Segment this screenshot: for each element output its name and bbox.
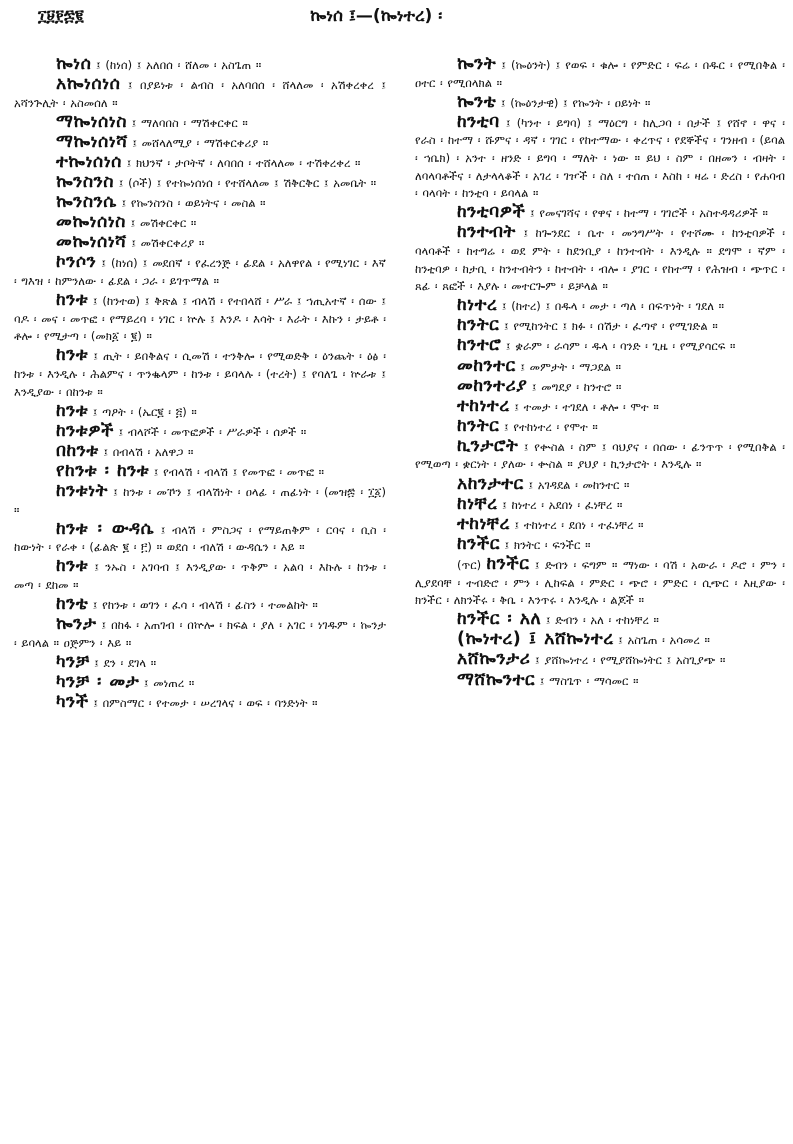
- entry-headword: ኰንስንስ: [56, 172, 115, 193]
- entry-headword: ኰንት: [457, 54, 497, 74]
- dictionary-entry: [14, 111, 386, 133]
- entry-headword: ተከነቸረ: [457, 513, 510, 534]
- dictionary-entry: [415, 224, 785, 295]
- entry-definition: ፤ ከንቱ ፡ መኾን ፤ ብላሽነት ፡ ዐላፊ ፡ ጠፊነት ፡ (መዝ፷ ፡ ፲፩) ።: [14, 485, 386, 517]
- entry-headword: ከንተብት: [457, 222, 516, 243]
- entry-definition: ፤ አገዳደል ፡ መከንተር ።: [523, 477, 630, 492]
- entry-definition: ፤ ተመታ ፡ ተገደለ ፡ ቶሎ ፡ ሞተ ።: [509, 399, 659, 414]
- entry-headword: ከንቱነት: [56, 481, 108, 502]
- entry-definition: ፤ በከፋ ፡ አጠገብ ፡ በኵሎ ፡ ክፍል ፡ ያለ ፡ አገር ፡ ነገዱም ፡ ኰንታ ፡ ይባላል ። ዐጅምን ፡ እይ ።: [14, 618, 386, 650]
- dictionary-entry: [14, 76, 386, 112]
- entry-headword: አከንታተር: [457, 473, 524, 494]
- dictionary-entry: [415, 553, 785, 610]
- dictionary-entry: [14, 651, 386, 673]
- entry-headword: የከንቱ ፡ ከንቱ: [56, 460, 150, 481]
- dictionary-entry: [415, 493, 785, 515]
- entry-definition: ፤ የሚከንትር ፤ ክፉ ፡ በሽታ ፡ ፈጣኖ ፡ የሚገድል ።: [499, 319, 718, 334]
- dictionary-entry: [415, 395, 785, 417]
- dictionary-entry: [415, 375, 785, 397]
- entry-definition: ፤ ንኡስ ፡ አገባብ ፤ እንዲያው ፡ ጥቅም ፡ አልባ ፡ እኩሉ ፡ ከንቱ ፡ መጣ ፡ ደከመ ።: [14, 560, 386, 593]
- entry-headword: መከንተር: [457, 355, 516, 376]
- entry-definition: ፤ የመናገሻና ፡ የዋና ፡ ከተማ ፡ ገገሮች ፡ አስተዳዳሪዎች ።: [525, 206, 768, 221]
- entry-definition: ፤ የኰንስንስ ፡ ወይነትና ፡ መስል ።: [116, 196, 266, 211]
- dictionary-entry: [415, 56, 785, 92]
- dictionary-entry: [415, 669, 785, 691]
- entry-headword: ከንቱዎች: [56, 420, 114, 441]
- dictionary-entry: [415, 111, 785, 203]
- dictionary-entry: [14, 460, 386, 482]
- dictionary-entry: [415, 533, 785, 555]
- entry-definition: ፤ ክንትር ፡ ፍንችር ።: [499, 537, 591, 552]
- entry-definition: ፤ የቍስል ፡ ስም ፤ ባህያና ፡ በሰው ፡ ፊንጥጥ ፡ የሚበቅል ፡ የሚወጣ ፡ ቋርነት ፡ ያለው ፡ ቍስል ። ያህያ ፡ ኪንታሮት ፡ እንዲሉ ።: [415, 439, 785, 472]
- dictionary-entry: [14, 131, 386, 153]
- entry-definition: ፤ (ኰዕንት) ፤ የወፍ ፡ ቁሎ ፡ የምድር ፡ ፍሬ ፡ በዱር ፡ የሚበቅል ፡ ዐተር ፡ የሚበላክል ።: [415, 58, 785, 90]
- entry-mark: (ጥር): [457, 557, 487, 572]
- entry-headword: ከንተሮ: [457, 335, 502, 356]
- entry-headword: መከንተሪያ: [457, 375, 528, 396]
- entry-headword: ከነቸረ: [457, 493, 498, 514]
- entry-headword: አሸኰንታሪ: [457, 649, 531, 670]
- entry-headword: ከንችር: [486, 553, 530, 574]
- dictionary-entry: [14, 400, 386, 422]
- dictionary-entry: [14, 214, 386, 233]
- entry-headword: ኰንስንሴ: [56, 192, 117, 213]
- dictionary-entry: [14, 616, 386, 652]
- dictionary-entry: [14, 596, 386, 615]
- dictionary-entry: [14, 194, 386, 213]
- entry-headword: ከንቱ: [56, 400, 89, 421]
- entry-definition: ፤ ቋራም ፡ ራሳም ፡ ዱላ ፡ ባንድ ፡ ጊዜ ፡ የሚያሳርፍ ።: [501, 339, 736, 354]
- entry-definition: ፤ በብላሽ ፡ አለዋጋ ።: [98, 444, 194, 459]
- entry-headword: መኰነሰነስ: [56, 212, 126, 233]
- entry-headword: ከንትር: [457, 415, 500, 436]
- entry-definition: ፤ (ከነሰ) ፤ መደበኛ ፡ የፈረንጅ ፡ ፊደል ፡ አለዋየል ፡ የሚነገር ፡ እኛ ፡ ግእዝ ፡ ከምንለው ፡ ፊደል ፡ ጋራ ፡ ይገጥማል ።: [14, 256, 386, 289]
- entry-headword: ካንቻ: [56, 651, 90, 672]
- dictionary-entry: [14, 254, 386, 290]
- entry-headword: ከንችር: [457, 533, 500, 554]
- entry-definition: ፤ (ኰዕንታዊ) ፤ የኰንት ፡ ዐይነት ።: [496, 95, 651, 110]
- dictionary-entry: [415, 415, 785, 437]
- dictionary-entry: [14, 174, 386, 193]
- entry-headword: ካንች: [56, 692, 89, 713]
- entry-definition: ፤ የብላሽ ፡ ብላሽ ፤ የመጥፎ ፡ መጥፎ ።: [149, 464, 325, 479]
- entry-headword: (ኰነተረ) ፤ አሸኰነተረ: [457, 629, 614, 650]
- entry-headword: ኰነሰ: [56, 54, 92, 74]
- entry-headword: ከንቲባ: [457, 111, 500, 132]
- entry-headword: ከንቱ ፡ ውዳሴ: [56, 518, 155, 539]
- dictionary-entry: [415, 337, 785, 356]
- dictionary-entry: [14, 440, 386, 462]
- entry-definition: ፤ ብላሾች ፡ መጥፎዎች ፡ ሥራዎች ፡ ሰዎች ።: [113, 424, 307, 439]
- entry-headword: መኰነሰነሻ: [56, 232, 127, 253]
- entry-definition: ፤ መሽቀርቀሪያ ።: [126, 236, 205, 251]
- entry-definition: ፤ (ከንተወ) ፤ ቅጽል ፤ ብላሽ ፡ የተበላሸ ፡ ሥራ ፤ ኀጢአተኛ ፡ ሰው ፤ ባዶ ፡ መና ፡ መጥፎ ፡ የማይረባ ፡ ነገር ፡ ኵሉ ፤ እንዶ ፡ እሳት ፡ እራት ፡ እኩን ፡ ታይቶ ፡ ቶሎ ፡ የሚታጣ ፡ (መክ፩ ፡ ፪) ።: [14, 294, 386, 344]
- entry-definition: ፤ ድብን ፡ አለ ፡ ተከነቸረ ።: [541, 613, 659, 628]
- dictionary-entry: [14, 56, 386, 75]
- entry-headword: ኰንታ: [56, 614, 97, 635]
- dictionary-entry: [14, 694, 386, 713]
- dictionary-entry: [14, 292, 386, 346]
- entry-definition: ፤ ያሸኰነተረ ፡ የሚያሸኰነትር ፤ አስጊያጭ ።: [530, 653, 726, 668]
- entry-definition: ፤ መሽቀርቀር ።: [125, 216, 197, 231]
- entry-definition: ፤ መነጠረ ።: [139, 676, 195, 690]
- entry-definition: ፤ የተከነተረ ፡ የሞተ ።: [499, 419, 598, 434]
- entry-definition: ፤ ከጐንደር ፡ ቤተ ፡ መንግሥት ፡ የተሾሙ ፡ ከንቲባዎች ፡ ባላባቶች ፡ ከተግሬ ፡ ወደ ምት ፡ ከደንቢያ ፡ ከንተብት ፡ እንዲሉ ። ደግሞ ፡ ኛም ፡ ከንቲባዎ ፡ ከታቢ ፡ ከንተብትን ፡ ከተብት ፡ ብሎ ፡ ያገር ፡ የከተማ ፡ የሕዝብ ፡ ጭጥር ፡ ጸፊ ፡ ጸፎች ፡ እያሉ ፡ መተርጐም ፡ ይቻላል ።: [415, 226, 785, 294]
- dictionary-entry: [14, 674, 386, 693]
- entry-definition: ፤ (ሶች) ፤ የተኰነሰነሰ ፡ የተሸላለመ ፤ ሽቅርቅር ፤ አመቤት ።: [114, 176, 377, 191]
- entry-definition: ፤ ደን ፡ ደገላ ።: [89, 655, 157, 670]
- entry-definition: ፤ (ከነሰ) ፤ አለበሰ ፡ ሸለመ ፡ አስጌጠ ።: [91, 58, 262, 72]
- entry-headword: ኰንቴ: [457, 91, 497, 112]
- entry-definition: ፤ ክህንኛ ፡ ታቦትኛ ፡ ለባበሰ ፡ ተሸላለመ ፡ ተሽቀረቀረ ።: [121, 155, 361, 170]
- dictionary-entry: [415, 513, 785, 535]
- running-head: ኰነሰ ፤—(ኰነተረ) ፡: [310, 6, 443, 26]
- entry-definition: ፤ ማለባበስ ፡ ማሽቀርቀር ።: [126, 115, 248, 130]
- dictionary-entry: [415, 204, 785, 223]
- dictionary-entry: [415, 651, 785, 670]
- dictionary-entry: [415, 355, 785, 377]
- entry-definition: ፤ መምታት ፡ ማጋደል ።: [515, 359, 621, 374]
- entry-definition: ፤ ማስጌጥ ፡ ማሳመር ።: [535, 673, 639, 688]
- entry-headword: ካንቻ ፡ መታ: [56, 672, 140, 692]
- dictionary-entry: [14, 483, 386, 519]
- dictionary-entry: [415, 297, 785, 316]
- entry-definition: ፤ (ከተረ) ፤ በዱላ ፡ መታ ፡ ጣለ ፡ በፍጥነት ፡ ገደለ ።: [497, 299, 724, 314]
- entry-headword: ኪንታሮት: [457, 435, 519, 456]
- entry-headword: ከንቱ: [56, 290, 89, 311]
- entry-definition: ፤ መግደያ ፡ ከንተሮ ።: [527, 379, 622, 394]
- entry-headword: ከንቲባዎች: [457, 202, 526, 223]
- entry-definition: ፤ ድብን ፡ ፍግም ። ማነው ፡ ባሽ ፡ አውራ ፡ ዶሮ ፡ ምን ፡ ሊያደባቸ ፡ ተብድሮ ፡ ምን ፡ ሊከፍል ፡ ምድር ፡ ጭሮ ፡ ምድር ፡ ሲጭር ፡ እዚያው ፡ ክንችር ፡ ለክንችሩ ፡ ቅቤ ፡ እንጥሩ ፡ እንዲሉ ፡ ልጆች ።: [415, 557, 785, 608]
- entry-definition: ፤ ብላሽ ፡ ምስጋና ፡ የማይጠቅም ፡ ርባና ፡ ቢስ ፡ ከውነት ፡ የራቀ ፡ (ፊልጵ ፪ ፡ ፫) ። ወደሰ ፡ ብለሽ ፡ ውዳሴን ፡ እይ ።: [14, 522, 387, 555]
- entry-headword: በከንቱ: [56, 440, 99, 461]
- entry-definition: ፤ በያይነቱ ፡ ልብስ ፡ አለባበሰ ፡ ሸላለመ ፡ አሽቀረቀረ ፤ አሻንጕሊት ፡ አስመሰለ ።: [14, 78, 386, 110]
- dictionary-entry: [14, 420, 386, 442]
- dictionary-entry: [14, 347, 386, 401]
- entry-headword: ከነተረ: [457, 295, 498, 316]
- entry-definition: ፤ ጣዖት ፡ (ኤር፪ ፡ ፭) ።: [88, 404, 197, 419]
- left-column: [14, 56, 386, 714]
- entry-headword: ማኰነሰነሻ: [56, 131, 128, 152]
- dictionary-entry: [415, 317, 785, 336]
- dictionary-entry: [415, 435, 785, 474]
- entry-headword: ማሸኰንተር: [457, 669, 536, 690]
- dictionary-entry: [415, 631, 785, 650]
- dictionary-entry: [14, 151, 386, 173]
- entry-headword: ከንቱ: [56, 345, 89, 366]
- entry-definition: ፤ ጢት ፡ ይበቅልና ፡ ሲመሽ ፡ ተንቅሎ ፡ የሚወድቅ ፡ ዕንጨት ፡ ዕፅ ፡ ከንቱ ፡ እንዲሉ ፡ ሕልምና ፡ ጥንቈላም ፡ ከንቱ ፡ ይባላሉ ፡ (ተረት) ፤ የባለጌ ፡ ኵራቱ ፤ እንዲያው ፡ በከንቱ ።: [14, 349, 386, 399]
- entry-headword: ከንቱ: [56, 556, 89, 577]
- entry-headword: አኰነሰነሰ: [56, 74, 121, 95]
- right-column: [415, 56, 785, 692]
- page-number: ፲፱፻፷፪: [38, 6, 84, 25]
- entry-definition: ፤ የከንቱ ፡ ወገን ፡ ፈሳ ፡ ብላሽ ፡ ፊስን ፡ ተመልከት ።: [88, 598, 318, 613]
- dictionary-entry: [415, 91, 785, 113]
- dictionary-entry: [415, 611, 785, 630]
- dictionary-entry: [14, 518, 387, 557]
- entry-headword: ከንችር ፡ አለ: [457, 609, 542, 630]
- dictionary-entry: [415, 473, 785, 495]
- entry-headword: ከንትር: [457, 315, 500, 336]
- entry-definition: ፤ ከነተረ ፡ አደበነ ፡ ፈነቸረ ።: [497, 497, 623, 512]
- entry-headword: ማኰነሰነስ: [56, 111, 127, 132]
- dictionary-entry: [14, 234, 386, 253]
- entry-definition: ፤ አስጌጠ ፡ አሳመረ ።: [613, 633, 710, 648]
- entry-headword: ተኰነሰነሰ: [56, 151, 122, 172]
- entry-definition: ፤ መሸላለሚያ ፡ ማሽቀርቀሪያ ።: [127, 135, 269, 150]
- entry-headword: ኮንሶን: [56, 252, 97, 273]
- entry-headword: ተከነተረ: [457, 395, 510, 416]
- entry-definition: ፤ በምስማር ፡ የተመታ ፡ ሠረገላና ፡ ወፍ ፡ ባንድነት ።: [88, 696, 318, 711]
- entry-definition: ፤ ተከነተረ ፡ ደበነ ፡ ተፈነቸረ ።: [509, 517, 644, 532]
- dictionary-entry: [14, 558, 386, 594]
- entry-headword: ከንቴ: [56, 594, 89, 615]
- entry-definition: ፤ (ካንተ ፡ ይግባ) ፤ ማዕርግ ፡ ከሊጋባ ፡ በታች ፤ የሸኖ ፡ ዋና ፡ የራስ ፡ ከተማ ፡ ሹምና ፡ ዳኛ ፡ ገገር ፡ የከተማው ፡ ቀረጥና ፡ የደኞችና ፡ ገንዘብ ፡ (ይባል ፡ ኀቤክ) ፡ አንተ ፡ ዘንድ ፡ ይግባ ፡ ማለት ፡ ነው ። ይህ ፡ ስም ፡ በዘመን ፡ ብዛት ፡ ለባላባቶችና ፡ ለታላላቆች ፡ አገረ ፡ ገዦች ፡ ስለ ፡ ተሰጠ ፡ እስከ ፡ ዛሬ ፡ ድረስ ፡ የሐባብ ፡ ባላባት ፡ ከንቲባ ፡ ይባላል ።: [415, 115, 785, 201]
